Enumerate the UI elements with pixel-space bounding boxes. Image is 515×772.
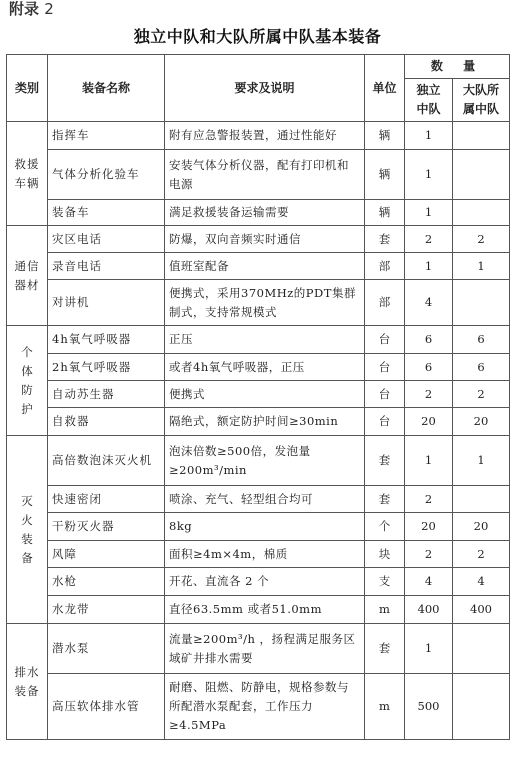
table-row [7, 674, 510, 740]
table-row [7, 280, 510, 326]
header-quantity: 数 量 [405, 55, 510, 79]
brigade-qty-cell: 6 [453, 326, 510, 354]
table-row [7, 436, 510, 486]
brigade-qty-cell [453, 200, 510, 226]
category-cell: 通信 器材 [7, 226, 48, 326]
appendix-label [9, 0, 54, 18]
unit-cell: 套 [365, 624, 405, 674]
table-row [7, 624, 510, 674]
table-row [7, 326, 510, 354]
unit-cell: 部 [365, 280, 405, 326]
table-row [7, 122, 510, 150]
brigade-qty-cell [453, 624, 510, 674]
unit-cell: 台 [365, 381, 405, 408]
independent-qty-cell: 1 [405, 200, 453, 226]
unit-cell: 部 [365, 253, 405, 280]
requirement-cell: 值班室配备 [165, 253, 365, 280]
requirement-cell: 流量≥200m³/h ，扬程满足服务区域矿井排水需要 [165, 624, 365, 674]
brigade-qty-cell: 2 [453, 541, 510, 568]
brigade-qty-cell [453, 674, 510, 740]
unit-cell: m [365, 596, 405, 624]
table-row [7, 568, 510, 596]
name-cell: 装备车 [48, 200, 165, 226]
requirement-cell: 便携式 [165, 381, 365, 408]
independent-qty-cell: 2 [405, 226, 453, 253]
appendix-word: 附录 [9, 0, 40, 18]
category-cell: 排水 装备 [7, 624, 48, 740]
name-cell: 录音电话 [48, 253, 165, 280]
independent-qty-cell: 1 [405, 436, 453, 486]
name-cell: 高压软体排水管 [48, 674, 165, 740]
requirement-cell: 满足救援装备运输需要 [165, 200, 365, 226]
name-cell: 快速密闭 [48, 486, 165, 513]
unit-cell: 套 [365, 436, 405, 486]
unit-cell: 台 [365, 326, 405, 354]
header-unit: 单位 [365, 55, 405, 122]
name-cell: 自救器 [48, 408, 165, 436]
requirement-cell: 或者4h氧气呼吸器，正压 [165, 354, 365, 381]
header-independent [405, 79, 453, 122]
unit-cell: 台 [365, 354, 405, 381]
requirement-cell: 面积≥4m×4m，棉质 [165, 541, 365, 568]
table-row [7, 408, 510, 436]
requirement-cell: 8kg [165, 513, 365, 541]
table-row [7, 354, 510, 381]
unit-cell: 台 [365, 408, 405, 436]
unit-cell: 辆 [365, 200, 405, 226]
table-row [7, 486, 510, 513]
requirement-cell: 隔绝式，额定防护时间≥30min [165, 408, 365, 436]
independent-qty-cell: 500 [405, 674, 453, 740]
independent-qty-cell: 6 [405, 326, 453, 354]
independent-qty-cell: 2 [405, 541, 453, 568]
name-cell: 气体分析化验车 [48, 150, 165, 200]
requirement-cell: 耐磨、阻燃、防静电，规格参数与所配潜水泵配套，工作压力≥4.5MPa [165, 674, 365, 740]
name-cell: 灾区电话 [48, 226, 165, 253]
requirement-cell: 泡沫倍数≥500倍，发泡量≥200m³/min [165, 436, 365, 486]
table-row [7, 150, 510, 200]
requirement-cell: 正压 [165, 326, 365, 354]
name-cell: 干粉灭火器 [48, 513, 165, 541]
table-row [7, 226, 510, 253]
table-body [7, 122, 510, 740]
requirement-cell: 防爆，双向音频实时通信 [165, 226, 365, 253]
unit-cell: 套 [365, 486, 405, 513]
table-row [7, 381, 510, 408]
table-row [7, 200, 510, 226]
unit-cell: 辆 [365, 150, 405, 200]
header-brigade-line1: 大队所 [462, 83, 499, 97]
brigade-qty-cell [453, 486, 510, 513]
independent-qty-cell: 6 [405, 354, 453, 381]
name-cell: 潜水泵 [48, 624, 165, 674]
independent-qty-cell: 20 [405, 408, 453, 436]
name-cell: 水枪 [48, 568, 165, 596]
header-brigade-line2: 属中队 [462, 102, 499, 116]
requirement-cell: 开花、直流各 2 个 [165, 568, 365, 596]
name-cell: 2h氧气呼吸器 [48, 354, 165, 381]
independent-qty-cell: 2 [405, 486, 453, 513]
header-name: 装备名称 [48, 55, 165, 122]
name-cell: 自动苏生器 [48, 381, 165, 408]
table-row [7, 513, 510, 541]
brigade-qty-cell: 2 [453, 381, 510, 408]
brigade-qty-cell: 20 [453, 408, 510, 436]
unit-cell: 辆 [365, 122, 405, 150]
brigade-qty-cell [453, 280, 510, 326]
unit-cell: 块 [365, 541, 405, 568]
independent-qty-cell: 20 [405, 513, 453, 541]
brigade-qty-cell: 400 [453, 596, 510, 624]
unit-cell: 个 [365, 513, 405, 541]
unit-cell: 套 [365, 226, 405, 253]
name-cell: 4h氧气呼吸器 [48, 326, 165, 354]
unit-cell: 支 [365, 568, 405, 596]
requirement-cell: 安装气体分析仪器，配有打印机和电源 [165, 150, 365, 200]
header-independent-line2: 中队 [416, 102, 441, 116]
independent-qty-cell: 1 [405, 624, 453, 674]
brigade-qty-cell [453, 122, 510, 150]
independent-qty-cell: 4 [405, 568, 453, 596]
unit-cell: m [365, 674, 405, 740]
appendix-number: 2 [44, 0, 54, 18]
requirement-cell: 直径63.5mm 或者51.0mm [165, 596, 365, 624]
independent-qty-cell: 2 [405, 381, 453, 408]
requirement-cell: 便携式，采用370MHz的PDT集群制式，支持常规模式 [165, 280, 365, 326]
requirement-cell: 喷涂、充气、轻型组合均可 [165, 486, 365, 513]
independent-qty-cell: 4 [405, 280, 453, 326]
header-requirement: 要求及说明 [165, 55, 365, 122]
requirement-cell: 附有应急警报装置，通过性能好 [165, 122, 365, 150]
brigade-qty-cell: 6 [453, 354, 510, 381]
independent-qty-cell: 1 [405, 150, 453, 200]
brigade-qty-cell: 1 [453, 253, 510, 280]
brigade-qty-cell: 2 [453, 226, 510, 253]
table-row [7, 596, 510, 624]
table-header [7, 55, 510, 122]
header-brigade [453, 79, 510, 122]
name-cell: 水龙带 [48, 596, 165, 624]
name-cell: 高倍数泡沫灭火机 [48, 436, 165, 486]
name-cell: 指挥车 [48, 122, 165, 150]
table-row [7, 253, 510, 280]
category-cell: 个 体 防 护 [7, 326, 48, 436]
table-row [7, 541, 510, 568]
brigade-qty-cell [453, 150, 510, 200]
header-independent-line1: 独立 [416, 83, 441, 97]
header-category: 类别 [7, 55, 48, 122]
brigade-qty-cell: 20 [453, 513, 510, 541]
name-cell: 风障 [48, 541, 165, 568]
category-cell: 灭 火 装 备 [7, 436, 48, 624]
independent-qty-cell: 1 [405, 122, 453, 150]
independent-qty-cell: 400 [405, 596, 453, 624]
category-cell: 救援 车辆 [7, 122, 48, 226]
equipment-table [6, 54, 510, 740]
independent-qty-cell: 1 [405, 253, 453, 280]
brigade-qty-cell: 4 [453, 568, 510, 596]
page-title: 独立中队和大队所属中队基本装备 [133, 27, 382, 46]
name-cell: 对讲机 [48, 280, 165, 326]
brigade-qty-cell: 1 [453, 436, 510, 486]
